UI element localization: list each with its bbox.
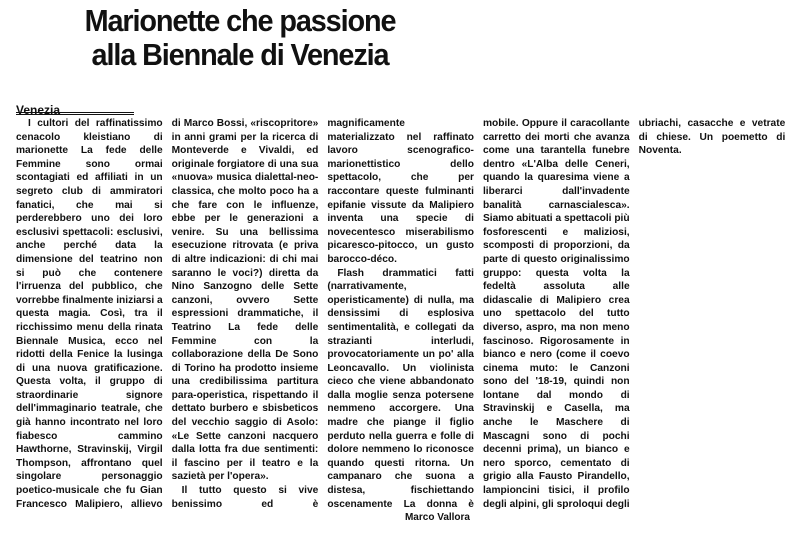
dateline-rule — [16, 112, 134, 115]
author-signature: Marco Vallora — [404, 512, 470, 523]
paragraph-2: Il tutto questo si vive benissimo ed è magnificamente materializzato nel raffinato lavoro scenografico-marionettistico dello spettacolo, che per raccontare queste fulminanti epifanie vissute da Malipiero inventa una specie di novecentesco miserabilismo picaresco-pitocco, un gusto barocco-déco. — [171, 118, 474, 510]
article-headline — [17, 4, 463, 72]
headline-line-2: alla Biennale di Venezia — [91, 37, 389, 72]
headline-line-1: Marionette che passione — [84, 3, 396, 38]
article-body — [16, 117, 785, 517]
paragraph-1: I cultori del raffinatissimo cenacolo kleistiano di marionette La fede delle Femmine sono ormai scontagiati ed affiliati in un segreto club di ammiratori fanatici, che mai si perderebbero uno dei loro esclusivi spettacoli: esclusivi, anche perché data la dimensione del teatrino non si può che contenere l'irruenza del pubblico, che vorrebbe finalmente iniziarsi a questa magia. Così, tra il ricchissimo menu della rinata Biennale Musica, ecco nel ridotti della Fenice la lusinga di una nuova gratificazione. Questa volta, il gruppo di straordinarie signore dell'immaginario teatrale, che già hanno incontrato nel loro fiabesco cammino Hawthorne, Stravinskij, Virgil Thompson, affrontano quel singolare personaggio poetico-musicale che fu Gian Francesco Malipiero, allievo di Marco Bossi, «riscopritore» in anni grami per la ricerca di Monteverde e Vivaldi, ed originale forgiatore di una sua «nuova» musica dialettal-neo-classica, che molto poco ha a che fare con le influenze, ebbe per le generazioni a venire. Su una bellissima esecuzione ritrovata (e priva di altre indicazioni: di chi mai saranno le voci?) diretta da Nino Sanzogno delle Sette canzoni, ovvero Sette espressioni drammatiche, il Teatrino La fede delle Femmine con la collaborazione della De Sono di Torino ha prodotto insieme una credibilissima partitura para-operistica, rispettando il dettato burbero e sbisbeticos del vecchio saggio di Asolo: «Le Sette canzoni nacquero dalla lotta fra due sentimenti: il fascino per il teatro e la sazietà per l'opera». — [16, 118, 319, 510]
paragraph-3: Flash drammatici fatti (narrativamente, operisticamente) di nulla, ma densissimi di esplosiva sentimentalità, e collegati da strazianti interludi, provocatoriamente un po' alla Leoncavallo. Un violinista cieco che viene abbandonato dalla moglie senza potersene nemmeno accorgere. Una madre che piange il figlio perduto nella guerra e folle di dolore nemmeno lo riconosce quando questi ritorna. Un campanaro che suona a distesa, fischiettando oscenamente La donna è mobile. Oppure il caracollante carretto dei morti che avanza come una tarantella funebre dentro «L'Alba delle Ceneri, quando la quaresima viene a liberarci dall'invadente banalità carnascialesca». Siamo abituati a spettacoli più fosforescenti e maliziosi, scomposti di proporzioni, da parte di questo originalissimo gruppo: questa volta la fedeltà assoluta alle didascalie di Malipiero crea uno spettacolo del tutto diverso, aspro, ma non meno fascinoso. Rigorosamente in bianco e nero (come il coevo cinema muto: le Canzoni sono del '18-19, quindi non lontane dal mondo di Stravinskij e Casella, ma anche le Maschere di Mascagni sono di pochi decenni prima), un bianco e nero sporco, cementato di grigio alla Fausto Pirandello, lampioncini tisici, il profilo degli alpini, gli sproloqui degli ubriachi, casacche e vetrate di chiese. Un poemetto di Noventa. — [327, 118, 785, 510]
dateline: Venezia — [16, 103, 61, 117]
